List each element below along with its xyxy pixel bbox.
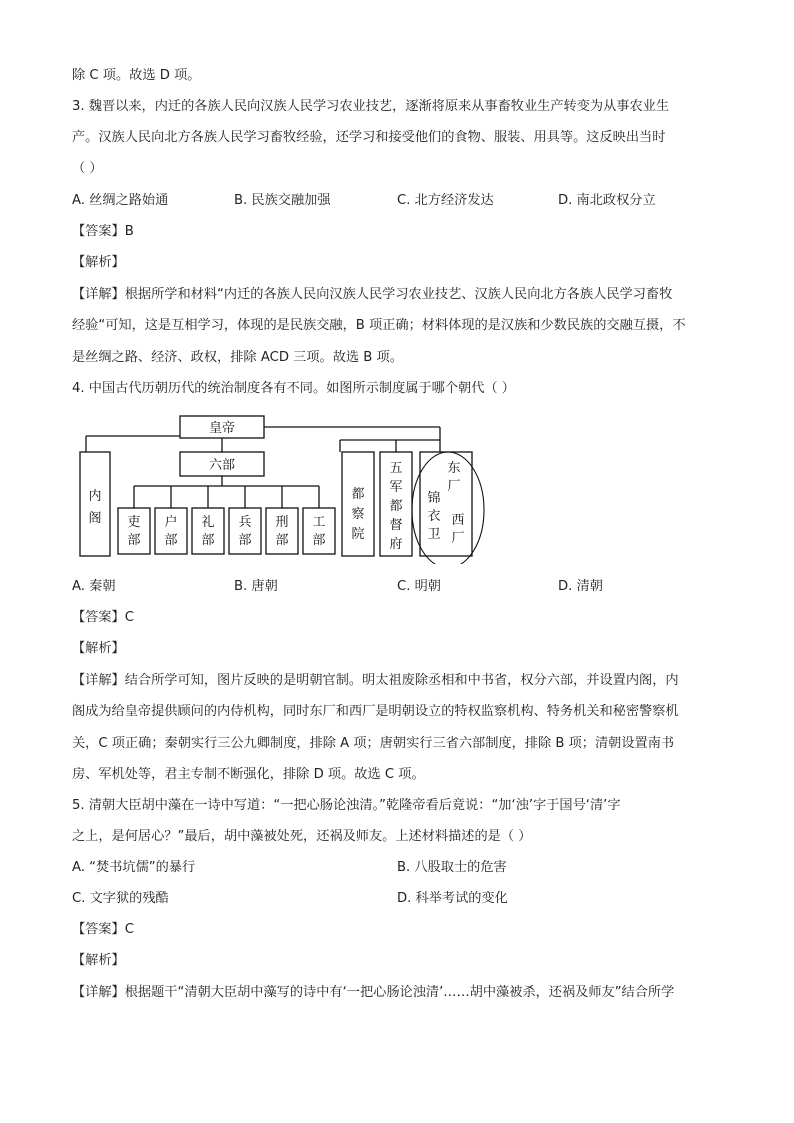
q4-explanation: 关，C 项正确；秦朝实行三公九卿制度，排除 A 项；唐朝实行三省六部制度，排除 B 项；清朝设置南书 (72, 736, 675, 751)
q5-option-d: D. 科举考试的变化 (397, 891, 508, 906)
ministry-label: 礼部 (201, 515, 215, 548)
q3-analysis-label: 【解析】 (72, 255, 125, 270)
q5-answer: 【答案】C (72, 922, 134, 937)
q5-option-c: C. 文字狱的残酷 (72, 891, 169, 906)
dongchang-label: 东厂 (447, 461, 461, 494)
xichang-label: 西厂 (451, 513, 465, 546)
q3-option-d: D. 南北政权分立 (558, 193, 656, 208)
q4-option-d: D. 清朝 (558, 579, 603, 594)
ministry-label: 吏部 (127, 515, 141, 548)
q3-explanation: 【详解】根据所学和材料“内迁的各族人民向汉族人民学习农业技艺、汉族人民向北方各族人民学习畜牧 (72, 287, 673, 302)
q5-option-b: B. 八股取士的危害 (397, 860, 507, 875)
q4-explanation: 房、军机处等，君主专制不断强化，排除 D 项。故选 C 项。 (72, 767, 425, 782)
ministry-label: 工部 (312, 515, 326, 548)
q5-analysis-label: 【解析】 (72, 953, 125, 968)
ming-government-diagram (78, 412, 488, 564)
q4-explanation: 阁成为给皇帝提供顾问的内侍机构，同时东厂和西厂是明朝设立的特权监察机构、特务机关和秘密警察机 (72, 704, 679, 719)
question-5-stem: 之上，是何居心？”最后，胡中藻被处死，还祸及师友。上述材料描述的是（ ） (72, 829, 532, 844)
question-4-stem: 4. 中国古代历朝历代的统治制度各有不同。如图所示制度属于哪个朝代（ ） (72, 381, 515, 396)
q4-explanation: 【详解】结合所学可知，图片反映的是明朝官制。明太祖废除丞相和中书省，权分六部，并设置内阁，内 (72, 673, 679, 688)
duchayuan-label: 都察院 (351, 487, 365, 542)
q4-analysis-label: 【解析】 (72, 641, 125, 656)
q3-option-c: C. 北方经济发达 (397, 193, 494, 208)
q3-option-a: A. 丝绸之路始通 (72, 193, 169, 208)
ministry-label: 户部 (164, 515, 178, 548)
q5-option-a: A. “焚书坑儒”的暴行 (72, 860, 196, 875)
q4-answer: 【答案】C (72, 610, 134, 625)
question-5-stem: 5. 清朝大臣胡中藻在一诗中写道：“一把心肠论浊清。”乾隆帝看后竟说：“加‘浊’字于国号‘清’字 (72, 798, 621, 813)
neige-label: 内阁 (88, 489, 102, 526)
ministry-label: 刑部 (275, 515, 289, 548)
emperor-label: 皇帝 (208, 421, 236, 436)
ministry-label: 兵部 (238, 515, 252, 548)
q4-option-a: A. 秦朝 (72, 579, 116, 594)
q3-answer: 【答案】B (72, 224, 134, 239)
q3-explanation: 是丝绸之路、经济、政权，排除 ACD 三项。故选 B 项。 (72, 350, 403, 365)
text-line: 除 C 项。故选 D 项。 (72, 68, 201, 83)
q3-option-b: B. 民族交融加强 (234, 193, 331, 208)
q4-option-c: C. 明朝 (397, 579, 441, 594)
question-3-stem: 产。汉族人民向北方各族人民学习畜牧经验，还学习和接受他们的食物、服装、用具等。这反映出当时 (72, 130, 666, 145)
q3-explanation: 经验“可知，这是互相学习，体现的是民族交融，B 项正确；材料体现的是汉族和少数民族的交融互摄，不 (72, 318, 686, 333)
q5-explanation: 【详解】根据题干“清朝大臣胡中藻写的诗中有‘一把心肠论浊清’……胡中藻被杀，还祸及师友”结合所学 (72, 985, 675, 1000)
wujun-dudufu-label: 五军都督府 (389, 461, 403, 552)
q4-option-b: B. 唐朝 (234, 579, 278, 594)
six-ministries-label: 六部 (208, 458, 236, 473)
question-3-blank: （ ） (72, 161, 103, 176)
jinyiwei-label: 锦衣卫 (427, 491, 441, 542)
question-3-stem: 3. 魏晋以来，内迁的各族人民向汉族人民学习农业技艺，逐渐将原来从事畜牧业生产转变为从事农业生 (72, 99, 670, 114)
